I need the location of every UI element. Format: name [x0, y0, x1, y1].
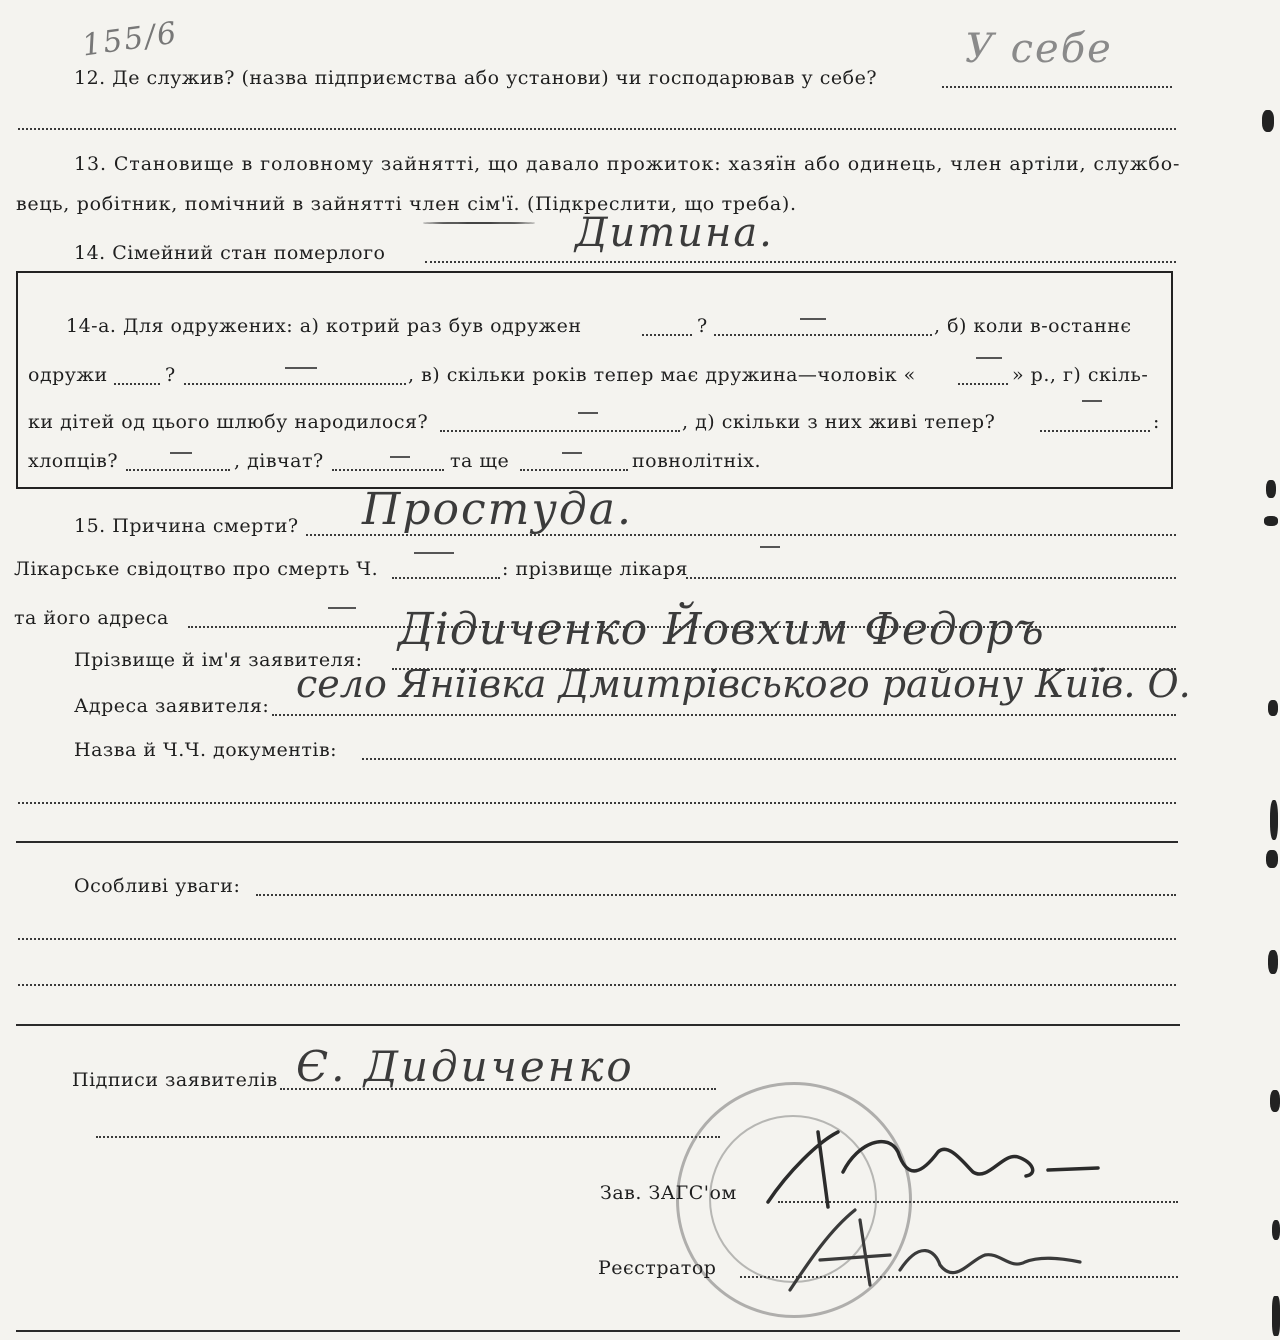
signatures-fill-2 — [96, 1136, 720, 1138]
scan-edge-mark-8 — [1270, 1090, 1280, 1112]
q14-fill-line — [425, 261, 1176, 263]
q14a-fill-7 — [1040, 430, 1150, 432]
q14a-fill-5 — [958, 383, 1008, 385]
applicant-address-answer: село Яніівка Дмитрівського району Київ. О. — [296, 662, 1191, 706]
q14a-line-4d: повнолітніх. — [632, 450, 762, 472]
scan-edge-mark-5 — [1270, 800, 1278, 840]
q14a-fill-8 — [126, 469, 230, 471]
q14-answer: Дитина. — [575, 210, 774, 256]
scan-edge-mark-4 — [1268, 700, 1278, 716]
remarks-fill — [256, 894, 1176, 896]
applicant-address-fill — [272, 714, 1176, 716]
q14a-line-2c: , в) скільки років тепер має дружина—чоловік « — [408, 364, 916, 386]
q13-underline — [423, 222, 535, 224]
section-rule-2 — [16, 1024, 1180, 1026]
q14a-line-3c: : — [1153, 411, 1160, 433]
medical-certificate-label: Лікарське свідоцтво про смерть Ч. — [14, 558, 379, 580]
q12-answer: У себе — [965, 26, 1113, 72]
q14a-line-3a: ки дітей од цього шлюбу народилося? — [28, 411, 429, 433]
doctor-dash — [760, 546, 780, 548]
registrar-label: Реєстратор — [598, 1257, 717, 1279]
doctor-name-label: : прізвище лікаря — [502, 558, 689, 580]
q15-label: 15. Причина смерти? — [74, 515, 299, 537]
q14a-fill-3 — [114, 383, 160, 385]
documents-fill — [362, 758, 1176, 760]
zags-head-label: Зав. ЗАГС'ом — [600, 1182, 737, 1204]
q14a-fill-1 — [642, 334, 692, 336]
q14a-fill-4 — [184, 383, 406, 385]
remarks-fill-3 — [18, 984, 1176, 986]
applicant-signature: Є. Дидиченко — [296, 1042, 635, 1091]
remarks-label: Особливі уваги: — [74, 875, 241, 897]
scan-edge-mark-2 — [1266, 480, 1276, 498]
registrar-signature — [760, 1200, 1100, 1300]
scan-edge-mark-10 — [1272, 1296, 1280, 1336]
section-rule-1 — [16, 841, 1178, 843]
scan-edge-mark-7 — [1268, 950, 1278, 974]
remarks-fill-2 — [18, 938, 1176, 940]
q14a-fill-10 — [520, 469, 628, 471]
medical-dash — [414, 552, 454, 554]
scan-edge-mark-3 — [1264, 516, 1278, 526]
q14a-fill-9 — [332, 469, 444, 471]
q13-line-2: вець, робітник, помічний в зайнятті член сім'ї. (Підкреслити, що треба). — [16, 193, 797, 215]
q14a-line-4a: хлопців? — [28, 450, 119, 472]
q14a-dash-1 — [800, 318, 826, 320]
q14a-line-2a: одружи — [28, 364, 108, 386]
q14a-line-4b: , дівчат? — [234, 450, 324, 472]
q14a-dash-8 — [562, 452, 582, 454]
doctor-name-fill — [686, 577, 1176, 579]
scan-edge-mark-6 — [1266, 850, 1278, 868]
documents-fill-2 — [18, 802, 1176, 804]
applicant-address-label: Адреса заявителя: — [74, 695, 270, 717]
q14a-dash-3 — [976, 357, 1002, 359]
q15-answer: Простуда. — [362, 484, 634, 535]
q14a-line-3b: , д) скільки з них живі тепер? — [682, 411, 996, 433]
q14a-dash-4 — [578, 412, 598, 414]
q14a-line-2d: » р., г) скіль- — [1012, 364, 1149, 386]
q14a-fill-2 — [714, 334, 932, 336]
doctor-address-dash — [328, 607, 356, 609]
scan-edge-mark-1 — [1262, 110, 1274, 132]
q12-fill-line — [942, 86, 1172, 88]
q12-fill-line-2 — [18, 128, 1176, 130]
documents-label: Назва й Ч.Ч. документів: — [74, 739, 338, 761]
medical-number-fill — [392, 577, 500, 579]
scan-edge-mark-9 — [1272, 1220, 1280, 1240]
q14a-line-4c: та ще — [450, 450, 510, 472]
q12-label: 12. Де служив? (назва підприємства або установи) чи господарював у себе? — [74, 67, 878, 89]
document-number: 155/6 — [80, 15, 181, 64]
q14a-dash-5 — [1082, 400, 1102, 402]
q14-label: 14. Сімейний стан померлого — [74, 242, 386, 264]
doctor-address-label: та його адреса — [14, 607, 169, 629]
q14a-fill-6 — [440, 430, 680, 432]
q14a-line-2b: ? — [165, 364, 176, 386]
applicant-name-answer: Дідиченко Йовхим Федоръ — [398, 604, 1045, 655]
q13-line-1: 13. Становище в головному зайнятті, що давало прожиток: хазяїн або одинець, член артіли, службо- — [74, 153, 1181, 175]
applicant-name-label: Прізвище й ім'я заявителя: — [74, 649, 363, 671]
q14a-dash-2 — [285, 367, 317, 369]
q14a-dash-7 — [390, 456, 410, 458]
q14a-line-1b: ? — [697, 315, 708, 337]
q14a-line-1c: , б) коли в-останнє — [934, 315, 1132, 337]
q14a-dash-6 — [170, 452, 192, 454]
bottom-rule — [16, 1330, 1180, 1332]
signatures-label: Підписи заявителів — [72, 1069, 278, 1091]
q14a-line-1a: 14-а. Для одружених: а) котрий раз був одружен — [66, 315, 582, 337]
